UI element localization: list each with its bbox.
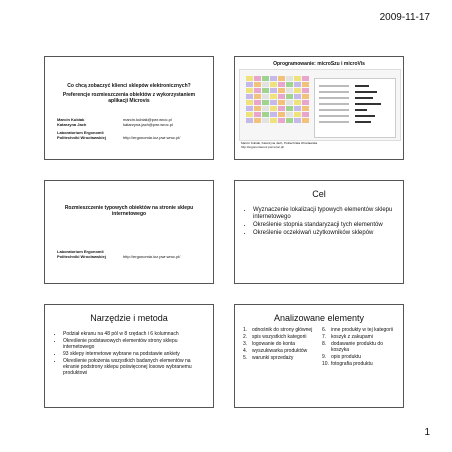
slide-4 — [234, 180, 404, 284]
list-item — [322, 334, 397, 340]
grid-cell — [246, 100, 253, 105]
list-item — [322, 327, 397, 333]
author-name: Marcin Kubiak — [57, 117, 85, 122]
lab-institution: Politechniki Wrocławskiej — [57, 135, 106, 140]
lab-row — [57, 135, 180, 140]
grid-cell — [286, 106, 293, 111]
slide-1 — [44, 56, 214, 160]
list-text: spis wszystkich kategorii — [252, 334, 307, 340]
slide-1-authors — [57, 117, 173, 127]
list-text: dodawanie produktu do koszyka — [331, 341, 383, 353]
slide-1-lab — [57, 130, 180, 140]
bullet-item: • Określenie podstawowych elementów strony sklepu internetowego — [63, 338, 205, 350]
grid-cell — [246, 82, 253, 87]
grid-cell — [246, 106, 253, 111]
grid-cell — [262, 76, 269, 81]
grid-cell — [286, 82, 293, 87]
slide-4-title: Cel — [312, 189, 326, 199]
grid-cell — [286, 100, 293, 105]
slide-3-lab — [57, 249, 180, 259]
list-item — [243, 348, 318, 354]
grid-cell — [270, 112, 277, 117]
grid-cell — [246, 94, 253, 99]
list-text: opis produktu — [331, 354, 362, 360]
grid-cell — [262, 106, 269, 111]
list-item — [322, 354, 397, 360]
screen-grid — [246, 76, 309, 123]
author-email: marcin.kubiak@pwr.wroc.pl — [123, 117, 172, 122]
slide-2-title: Oprogramowanie: microSzu i microVis — [273, 61, 365, 67]
lab-row — [57, 254, 180, 259]
lab-url: http://ergonomia.ioz.pwr.wroc.pl/ — [123, 135, 181, 140]
grid-cell — [278, 76, 285, 81]
slide-1-subtitle: Preferencje rozmieszczenia obiektów z wykorzystaniem aplikacji Microvis — [62, 92, 196, 104]
list-item — [243, 334, 318, 340]
grid-cell — [294, 106, 301, 111]
list-text: inne produkty w tej kategorii — [331, 327, 393, 333]
list-number: 8. — [322, 341, 327, 347]
grid-cell — [286, 94, 293, 99]
bullet-item: • Wyznaczenie lokalizacji typowych elementów sklepu internetowego — [253, 207, 395, 221]
grid-cell — [294, 88, 301, 93]
page-number: 1 — [424, 427, 430, 438]
grid-cell — [302, 106, 309, 111]
grid-cell — [286, 112, 293, 117]
list-item — [322, 341, 397, 353]
slide-2 — [234, 56, 404, 160]
grid-cell — [246, 112, 253, 117]
lab-url: http://ergonomia.ioz.pwr.wroc.pl/ — [123, 254, 181, 259]
grid-cell — [246, 118, 253, 123]
bullet-item: • 93 sklepy internetowe wybrane na podstawie ankiety — [63, 351, 205, 357]
lab-name: Laboratorium Ergonomii — [57, 130, 104, 135]
list-number: 7. — [322, 334, 327, 340]
slide-6-title: Analizowane elementy — [273, 313, 365, 323]
grid-cell — [254, 100, 261, 105]
list-text: koszyk z zakupami — [331, 334, 373, 340]
elements-columns — [243, 327, 397, 368]
grid-cell — [302, 94, 309, 99]
grid-cell — [246, 76, 253, 81]
grid-cell — [254, 82, 261, 87]
slide-4-bullets — [245, 207, 395, 238]
list-item — [243, 341, 318, 347]
grid-cell — [254, 112, 261, 117]
slide-5 — [44, 304, 214, 408]
grid-cell — [302, 82, 309, 87]
slide-5-title: Narzędzie i metoda — [90, 313, 168, 323]
list-text: logowanie do konta — [252, 341, 296, 347]
grid-cell — [262, 112, 269, 117]
list-number: 2. — [243, 334, 248, 340]
grid-cell — [254, 88, 261, 93]
bullet-item: • Podział ekranu na 48 pól w 8 rzędach i 6 kolumnach — [63, 331, 205, 337]
grid-cell — [254, 76, 261, 81]
grid-cell — [302, 118, 309, 123]
grid-cell — [278, 100, 285, 105]
grid-cell — [270, 106, 277, 111]
grid-cell — [270, 118, 277, 123]
grid-cell — [286, 76, 293, 81]
grid-cell — [254, 94, 261, 99]
elements-list-left — [243, 327, 318, 368]
bullet-item: • Określenie położenia wszystkich badanych elementów na ekranie podstrony sklepu poświęconej losowo wybranemu produktowi — [63, 358, 205, 376]
list-number: 10. — [322, 361, 329, 367]
grid-cell — [278, 118, 285, 123]
grid-cell — [246, 88, 253, 93]
grid-cell — [278, 112, 285, 117]
list-number: 4. — [243, 348, 248, 354]
settings-panel — [314, 78, 396, 138]
grid-cell — [270, 88, 277, 93]
list-text: fotografia produktu — [331, 361, 373, 367]
author-name: Katarzyna Jach — [57, 122, 87, 127]
list-number: 1. — [243, 327, 248, 333]
page-date: 2009-11-17 — [379, 12, 430, 23]
grid-cell — [254, 106, 261, 111]
slide-6 — [234, 304, 404, 408]
slide-2-footer-line: Marcin Kubiak, Katarzyna Jach, Politechnika Wrocławska — [241, 141, 318, 145]
grid-cell — [270, 82, 277, 87]
grid-cell — [270, 76, 277, 81]
grid-cell — [262, 88, 269, 93]
author-email: katarzyna.jach@pwr.wroc.pl — [123, 122, 173, 127]
list-item — [243, 327, 318, 333]
grid-cell — [302, 100, 309, 105]
list-text: odnośnik do strony głównej — [252, 327, 313, 333]
grid-cell — [294, 100, 301, 105]
grid-cell — [262, 82, 269, 87]
grid-cell — [262, 118, 269, 123]
grid-cell — [302, 76, 309, 81]
list-number: 3. — [243, 341, 248, 347]
list-number: 6. — [322, 327, 327, 333]
slide-2-footer — [241, 141, 317, 149]
elements-list-right — [322, 327, 397, 368]
grid-cell — [278, 94, 285, 99]
list-text: warunki sprzedaży — [252, 355, 294, 361]
grid-cell — [262, 94, 269, 99]
lab-name: Laboratorium Ergonomii — [57, 249, 104, 254]
grid-cell — [294, 112, 301, 117]
grid-cell — [294, 76, 301, 81]
grid-cell — [294, 94, 301, 99]
grid-cell — [302, 88, 309, 93]
list-number: 9. — [322, 354, 327, 360]
author-row — [57, 122, 173, 127]
grid-cell — [286, 118, 293, 123]
grid-cell — [294, 118, 301, 123]
bullet-item: • Określenie stopnia standaryzacji tych elementów — [253, 222, 395, 229]
list-text: wyszukiwarka produktów — [252, 348, 308, 354]
list-item — [322, 361, 397, 367]
software-screenshot — [239, 69, 401, 141]
grid-cell — [278, 88, 285, 93]
slide-5-bullets — [55, 331, 205, 377]
slide-1-question: Co chcą zobaczyć klienci sklepów elektronicznych? — [67, 83, 191, 89]
grid-cell — [294, 82, 301, 87]
grid-cell — [270, 100, 277, 105]
grid-cell — [302, 112, 309, 117]
slide-2-footer-url: http://ergonomia.ioz.pwr.wroc.pl/ — [241, 145, 285, 149]
grid-cell — [286, 88, 293, 93]
list-number: 5. — [243, 355, 248, 361]
grid-cell — [278, 106, 285, 111]
list-item — [243, 355, 318, 361]
bullet-item: • Określenie oczekiwań użytkowników sklepów — [253, 230, 395, 237]
lab-institution: Politechniki Wrocławskiej — [57, 254, 106, 259]
slide-3 — [44, 180, 214, 284]
grid-cell — [278, 82, 285, 87]
grid-cell — [254, 118, 261, 123]
grid-cell — [270, 94, 277, 99]
grid-cell — [262, 100, 269, 105]
slide-3-title: Rozmieszczenie typowych obiektów na stronie sklepu internetowego — [64, 205, 194, 217]
